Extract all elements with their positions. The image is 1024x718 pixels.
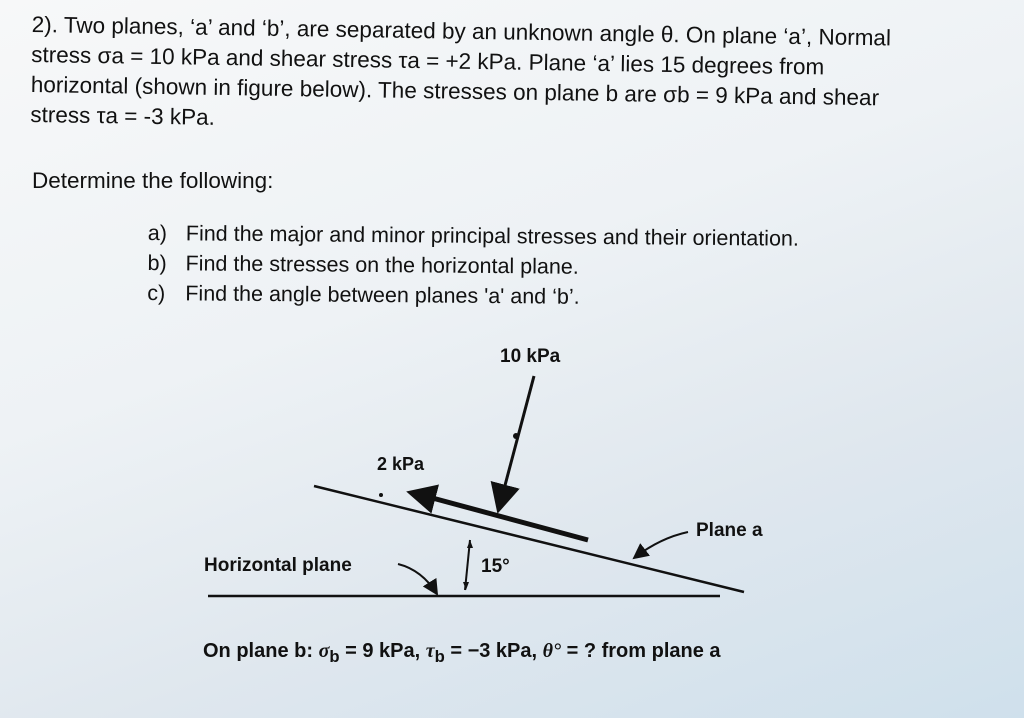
tau-value: = −3 kPa, bbox=[444, 640, 543, 662]
sigma-value: = 9 kPa, bbox=[339, 640, 426, 662]
normal-stress-dot bbox=[513, 433, 519, 439]
task-item-text: Find the major and minor principal stresses and their orientation. bbox=[185, 221, 800, 251]
task-item-label: b) bbox=[147, 250, 167, 276]
task-prompt: Determine the following: bbox=[32, 168, 274, 193]
task-item-text: Find the angle between planes 'a' and ‘b’. bbox=[185, 281, 580, 309]
shear-stress-dot bbox=[379, 493, 383, 497]
horizontal-plane-leader bbox=[398, 564, 437, 594]
task-item-label: c) bbox=[147, 280, 166, 306]
plane-a-line bbox=[314, 486, 744, 592]
theta-value: = ? from plane a bbox=[561, 640, 721, 662]
plane-b-stresses bbox=[203, 640, 721, 667]
angle-label: 15° bbox=[481, 556, 510, 577]
task-item-label: a) bbox=[147, 220, 168, 246]
problem-line-1: 2). Two planes, ‘a’ and ‘b’, are separated by an unknown angle θ. On plane ‘a’, Normal bbox=[31, 11, 892, 51]
plane-a-leader bbox=[634, 532, 688, 558]
angle-arrow-up-icon bbox=[467, 540, 473, 548]
horizontal-plane-label: Horizontal plane bbox=[204, 555, 352, 576]
task-item-text: Find the stresses on the horizontal plane. bbox=[185, 251, 579, 279]
tau-symbol: τ bbox=[425, 640, 435, 662]
problem-line-4: stress τa = -3 kPa. bbox=[30, 101, 216, 130]
theta-symbol: θ° bbox=[542, 640, 562, 662]
angle-arrow-down-icon bbox=[463, 582, 469, 590]
tau-subscript: b bbox=[434, 647, 445, 666]
sigma-symbol: σ bbox=[318, 640, 330, 662]
sigma-subscript: b bbox=[329, 647, 340, 666]
normal-stress-label: 10 kPa bbox=[500, 346, 561, 367]
problem-line-2: stress σa = 10 kPa and shear stress τa = +2 kPa. Plane ‘a’ lies 15 degrees from bbox=[31, 41, 825, 80]
normal-stress-arrow bbox=[499, 376, 534, 508]
shear-stress-label: 2 kPa bbox=[377, 454, 425, 474]
plane-a-label: Plane a bbox=[696, 520, 763, 541]
problem-line-3: horizontal (shown in figure below). The stresses on plane b are σb = 9 kPa and shear bbox=[30, 71, 880, 111]
footer-prefix: On plane b: bbox=[203, 640, 313, 662]
